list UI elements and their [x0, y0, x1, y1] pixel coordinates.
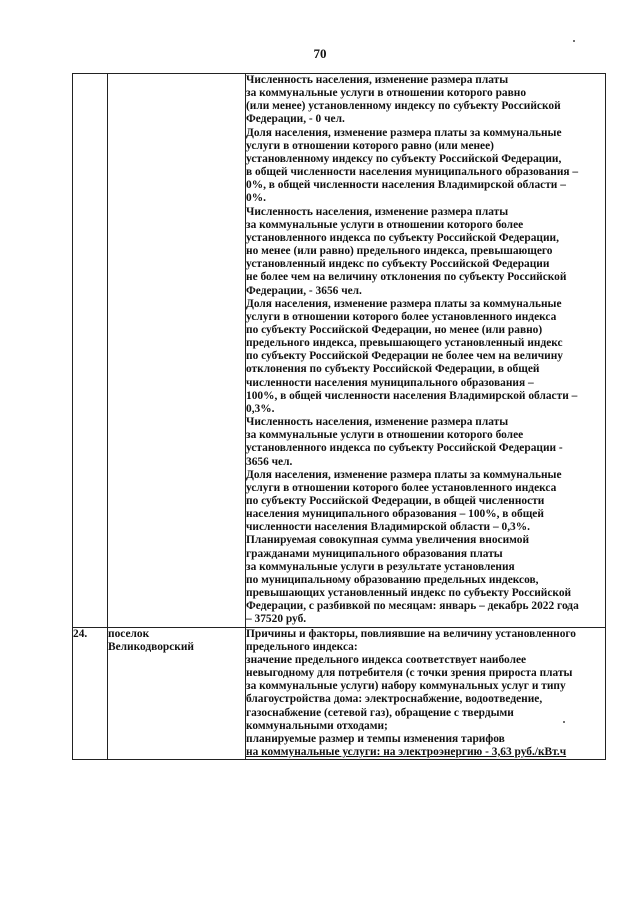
text-line: невыгодному для потребителя (с точки зрения прироста платы	[246, 667, 573, 680]
text-line: услуги в отношении которого равно (или менее)	[246, 139, 494, 152]
text-line: услуги в отношении которого более установленного индекса	[246, 310, 557, 323]
text-line: установленного индекса по субъекту Российской Федерации -	[246, 442, 563, 455]
text-line: за коммунальные услуги в отношении которого более	[246, 218, 524, 231]
text-line: Федерации, - 0 чел.	[246, 113, 345, 126]
text-line: значение предельного индекса соответствует наиболее	[246, 653, 527, 666]
text-line: коммунальными отходами;	[246, 719, 388, 732]
text-line: предельного индекса:	[246, 640, 358, 653]
text-line: на коммунальные услуги: на электроэнергию - 3,63 руб./кВт.ч	[246, 745, 567, 758]
text-line: 0%.	[246, 192, 266, 205]
text-line: 0,3%.	[246, 402, 275, 415]
text-line: Федерации, с разбивкой по месяцам: январь – декабрь 2022 года	[246, 600, 579, 613]
row-number-cell	[73, 74, 108, 628]
text-line: численности населения Владимирской области – 0,3%.	[246, 521, 530, 534]
text-line: отклонения по субъекту Российской Федерации, в общей	[246, 363, 540, 376]
text-line: установленного индекса по субъекту Российской Федерации,	[246, 231, 559, 244]
text-line: 0%, в общей численности населения Владимирской области –	[246, 179, 566, 192]
text-line: Планируемая совокупная сумма увеличения вносимой	[246, 534, 530, 547]
text-line: численности населения муниципального образования –	[246, 376, 534, 389]
row-number-cell: 24.	[73, 627, 108, 760]
text-line: Численность населения, изменение размера платы	[246, 205, 509, 218]
page-number: 70	[313, 46, 327, 61]
scan-speck	[573, 40, 575, 42]
text-line: за коммунальные услуги в отношении которого равно	[246, 87, 527, 100]
text-line: по субъекту Российской Федерации не более чем на величину	[246, 350, 563, 363]
text-line: не более чем на величину отклонения по субъекту Российской	[246, 271, 567, 284]
text-line: – 37520 руб.	[246, 613, 307, 626]
text-line: 100%, в общей численности населения Владимирской области –	[246, 389, 578, 402]
text-line: по субъекту Российской Федерации, в общей численности	[246, 495, 545, 507]
settlement-name-line: поселок	[108, 627, 150, 640]
text-line: Численность населения, изменение размера платы	[246, 74, 509, 86]
text-line: по субъекту Российской Федерации, но менее (или равно)	[246, 323, 543, 336]
text-line: благоустройства дома: электроснабжение, водоотведение,	[246, 693, 543, 706]
text-line: установленный индекс по субъекту Российской Федерации	[246, 258, 550, 271]
text-line: превышающих установленный индекс по субъекту Российской	[246, 587, 572, 600]
text-line: за коммунальные услуги) набору коммунальных услуг и типу	[246, 680, 566, 693]
text-line: населения муниципального образования – 100%, в общей	[246, 508, 544, 521]
text-line: в общей численности населения муниципального образования –	[246, 166, 579, 179]
text-line: за коммунальные услуги в отношении которого более	[246, 429, 524, 442]
settlement-name-line: Великодворский	[108, 640, 194, 653]
table-body	[73, 74, 606, 760]
text-line: планируемые размер и темпы изменения тарифов	[246, 732, 505, 745]
table-row	[73, 74, 606, 628]
text-line: Причины и факторы, повлиявшие на величину установленного	[246, 627, 577, 640]
text-line: по муниципальному образованию предельных индексов,	[246, 573, 539, 586]
settlement-name-cell	[108, 627, 246, 760]
text-line: услуги в отношении которого более установленного индекса	[246, 481, 557, 494]
document-table	[72, 73, 606, 760]
table-row	[73, 627, 606, 760]
text-line: газоснабжение (сетевой газ), обращение с твердыми	[246, 706, 514, 719]
text-line: гражданами муниципального образования платы	[246, 547, 503, 560]
text-line: Численность населения, изменение размера платы	[246, 416, 509, 429]
text-line: Доля населения, изменение размера платы за коммунальные	[246, 297, 562, 310]
text-line: но менее (или равно) предельного индекса, превышающего	[246, 245, 553, 258]
text-line: (или менее) установленному индексу по субъекту Российской	[246, 100, 561, 113]
text-line: Доля населения, изменение размера платы за коммунальные	[246, 126, 562, 139]
text-line: предельного индекса, превышающего установленный индекс	[246, 337, 563, 350]
text-line: 3656 чел.	[246, 455, 293, 468]
text-line: за коммунальные услуги в результате установления	[246, 560, 515, 573]
text-line: Федерации, - 3656 чел.	[246, 284, 362, 297]
description-cell	[246, 627, 606, 760]
text-line: Доля населения, изменение размера платы за коммунальные	[246, 468, 562, 481]
settlement-name-cell	[108, 74, 246, 628]
text-line: установленному индексу по субъекту Российской Федерации,	[246, 152, 562, 165]
description-cell	[246, 74, 606, 628]
